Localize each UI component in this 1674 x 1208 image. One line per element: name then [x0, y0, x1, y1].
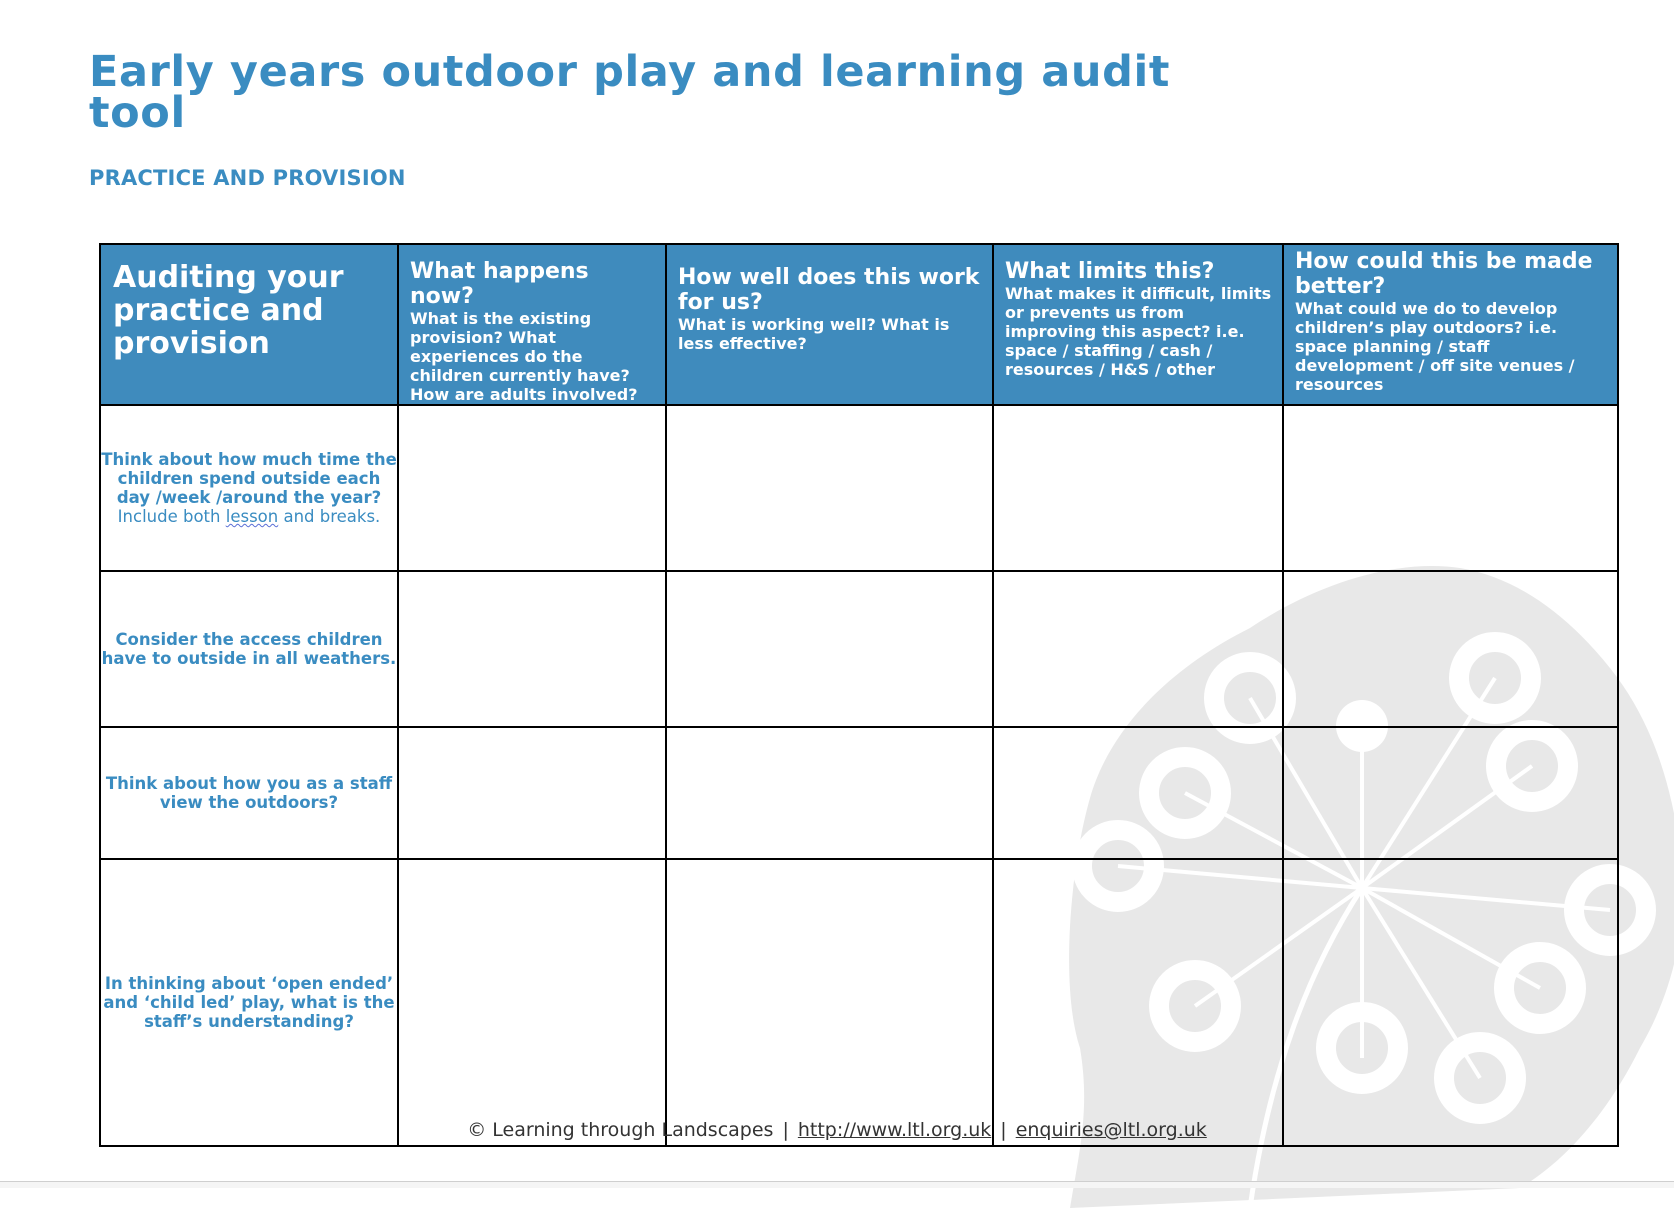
answer-cell[interactable]	[398, 727, 666, 859]
answer-cell[interactable]	[1283, 859, 1618, 1146]
separator: |	[782, 1119, 789, 1141]
answer-cell[interactable]	[1283, 571, 1618, 727]
row-prompt: In thinking about ‘open ended’ and ‘child led’ play, what is the staff’s understanding?	[100, 859, 398, 1146]
page-title: Early years outdoor play and learning audit tool	[89, 47, 1171, 138]
column-title: How could this be made better?	[1295, 249, 1593, 299]
header-auditing	[100, 244, 398, 405]
header-made-better	[1283, 244, 1618, 405]
header-auditing-label: Auditing your practice and provision	[113, 260, 344, 361]
answer-cell[interactable]	[993, 571, 1283, 727]
column-subtitle: What makes it difficult, limits or prevents us from improving this aspect? i.e. space / staffing / cash / resources / H&S / other	[1005, 284, 1272, 379]
column-subtitle: What could we do to develop children’s play outdoors? i.e. space planning / staff development / off site venues / resources	[1295, 299, 1575, 394]
column-subtitle: What is working well? What is less effective?	[678, 315, 950, 353]
answer-cell[interactable]	[666, 727, 993, 859]
answer-cell[interactable]	[993, 405, 1283, 571]
copyright-text: © Learning through Landscapes	[467, 1119, 774, 1141]
email-link[interactable]: enquiries@ltl.org.uk	[1015, 1119, 1207, 1141]
spellcheck-underline: lesson	[225, 507, 279, 526]
answer-cell[interactable]	[666, 859, 993, 1146]
page-edge-divider	[0, 1181, 1674, 1182]
answer-cell[interactable]	[993, 859, 1283, 1146]
answer-cell[interactable]	[1283, 727, 1618, 859]
answer-cell[interactable]	[398, 405, 666, 571]
answer-cell[interactable]	[993, 727, 1283, 859]
audit-table	[99, 243, 1619, 1147]
row-prompt: Consider the access children have to outside in all weathers.	[100, 571, 398, 727]
column-title: What limits this?	[1005, 259, 1215, 284]
table-row	[100, 859, 1618, 1146]
answer-cell[interactable]	[398, 571, 666, 727]
page-edge-strip	[0, 1182, 1674, 1188]
section-title: PRACTICE AND PROVISION	[89, 166, 406, 190]
table-header-row	[100, 244, 1618, 405]
table-row	[100, 727, 1618, 859]
column-title: What happens now?	[410, 259, 589, 309]
table-row	[100, 571, 1618, 727]
separator: |	[1000, 1119, 1007, 1141]
header-how-well	[666, 244, 993, 405]
header-what-happens-now	[398, 244, 666, 405]
column-subtitle: What is the existing provision? What experiences do the children currently have? How are adults involved?	[410, 309, 638, 404]
column-title: How well does this work for us?	[678, 265, 980, 315]
answer-cell[interactable]	[666, 571, 993, 727]
footer	[0, 1119, 1674, 1141]
answer-cell[interactable]	[398, 859, 666, 1146]
answer-cell[interactable]	[1283, 405, 1618, 571]
header-what-limits	[993, 244, 1283, 405]
row-prompt: Think about how much time the children spend outside each day /week /around the year? Include both lesson and breaks.	[100, 405, 398, 571]
row-prompt: Think about how you as a staff view the outdoors?	[100, 727, 398, 859]
website-link[interactable]: http://www.ltl.org.uk	[797, 1119, 992, 1141]
answer-cell[interactable]	[666, 405, 993, 571]
table-row	[100, 405, 1618, 571]
